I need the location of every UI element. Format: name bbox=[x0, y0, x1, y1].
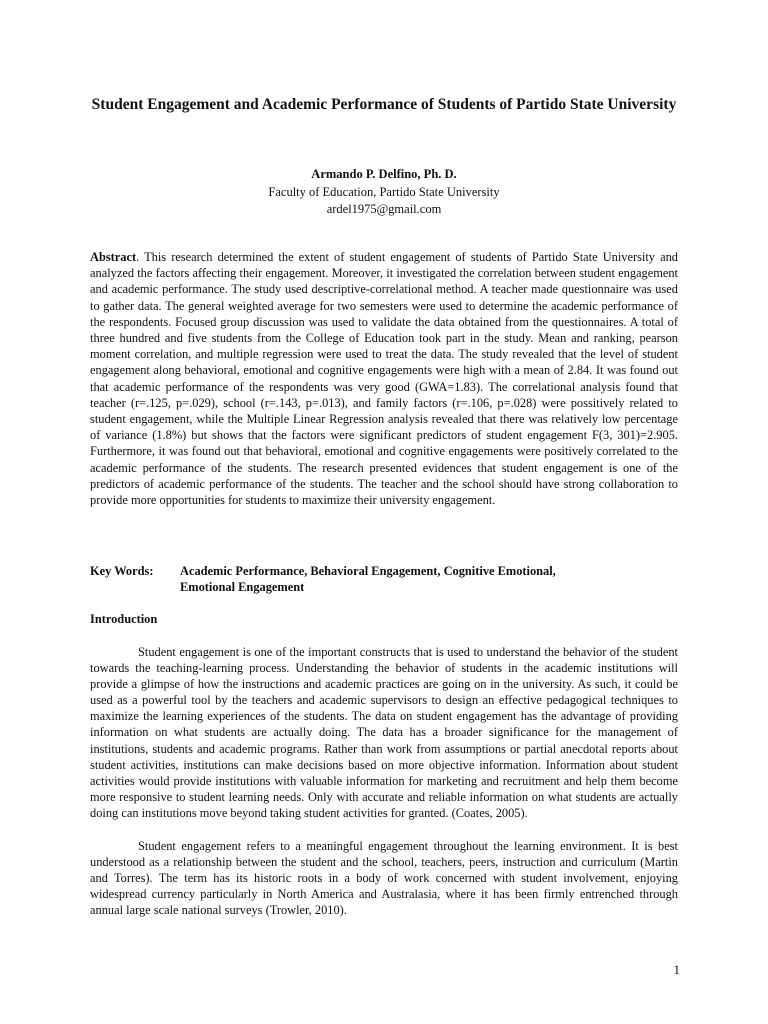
intro-paragraph-1: Student engagement is one of the important constructs that is used to understand the behavior of the student towards the teaching-learning process. Understanding the behavior of students in the academic institutions will provide a glimpse of how the instructions and academic practices are going on in the university. As such, it could be used as a powerful tool by the teachers and academic supervisors to design an effective pedagogical techniques to maximize the learning experiences of the students. The data on student engagement has the advantage of providing information on what students are actually doing. The data has a broader significance for the management of institutions, students and academic programs. Rather than work from assumptions or partial anecdotal reports about student activities, institutions can make decisions based on more objective information. Information about student activities would provide institutions with valuable information for marketing and recruitment and help them become more responsive to student learning needs. Only with accurate and reliable information on what students are actually doing can institutions move beyond taking student activities for granted. (Coates, 2005). bbox=[90, 645, 678, 820]
author-affiliation: Faculty of Education, Partido State University bbox=[268, 185, 500, 199]
author-name: Armando P. Delfino, Ph. D. bbox=[311, 167, 457, 181]
author-email: ardel1975@gmail.com bbox=[326, 202, 442, 216]
abstract-label: Abstract bbox=[90, 250, 137, 264]
keywords-text: Academic Performance, Behavioral Engagement, Cognitive Emotional, Emotional Engagement bbox=[180, 564, 556, 594]
section-heading-introduction: Introduction bbox=[90, 612, 158, 626]
intro-paragraph-2: Student engagement refers to a meaningful engagement throughout the learning environment. It is best understood as a relationship between the student and the school, teachers, peers, instruction and curriculum (Martin and Torres). The term has its historic roots in a body of work concerned with student involvement, enjoying widespread currency particularly in North America and Australasia, where it has been firmly entrenched through annual large scale national surveys (Trowler, 2010). bbox=[90, 839, 678, 918]
abstract bbox=[90, 249, 678, 508]
abstract-text: . This research determined the extent of student engagement of students of Partido State University and analyzed the factors affecting their engagement. Moreover, it investigated the correlation between student engagement and academic performance. The study used descriptive-correlational method. A teacher made questionnaire was used to gather data. The general weighted average for two semesters were used to determine the academic performance of the respondents. Focused group discussion was used to validate the data obtained from the questionnaires. A total of three hundred and five students from the College of Education took part in the study. Mean and ranking, pearson moment correlation, and multiple regression were used to treat the data. The study revealed that the level of student engagement along behavioral, emotional and cognitive engagements were high with a mean of 2.84. It was found out that academic performance of the respondents was very good (GWA=1.83). The correlational analysis found that teacher (r=.125, p=.029), school (r=.143, p=.013), and family factors (r=.106, p=.028) were possitively related to student engagement, while the Multiple Linear Regression analysis revealed that there was relatively low percentage of variance (1.8%) but shows that the factors were significant predictors of student engagement F(3, 301)=2.905. Furthermore, it was found out that behavioral, emotional and cognitive engagements were positively correlated to the academic performance of the students. The research presented evidences that student engagement is one of the predictors of academic performance of the students. The teacher and the school should have strong collaboration to provide more opportunities for students to maximize their university engagement. bbox=[90, 250, 678, 508]
paper-title: Student Engagement and Academic Performance of Students of Partido State University bbox=[91, 96, 677, 113]
page-number: 1 bbox=[673, 962, 680, 977]
keywords-label: Key Words: bbox=[90, 564, 154, 578]
